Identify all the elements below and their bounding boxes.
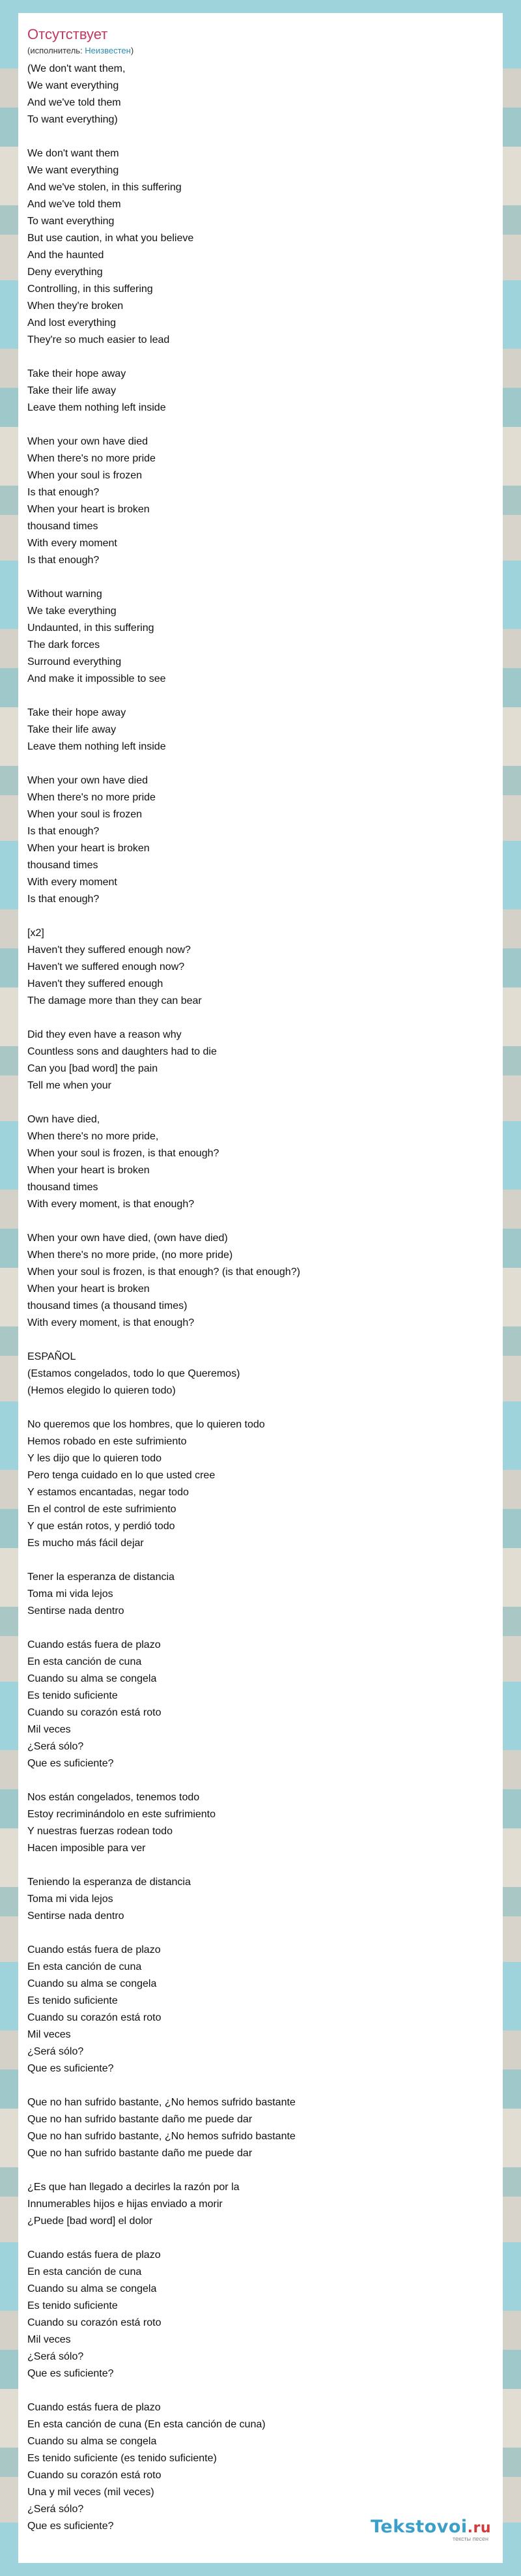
lyrics-line: With every moment, is that enough? bbox=[27, 1199, 195, 1210]
lyrics-line: When there's no more pride, (no more pride) bbox=[27, 1250, 233, 1261]
lyrics-line: Cuando estás fuera de plazo bbox=[27, 2249, 161, 2261]
artist-link[interactable]: Неизвестен bbox=[85, 46, 131, 55]
lyrics-line: Pero tenga cuidado en lo que usted cree bbox=[27, 1470, 216, 1481]
lyrics-line: Que no han sufrido bastante, ¿No hemos sufrido bastante bbox=[27, 2131, 296, 2142]
lyrics-line: Que es suficiente? bbox=[27, 2063, 114, 2074]
lyrics-stanza bbox=[27, 586, 494, 688]
lyrics-line: When your soul is frozen bbox=[27, 470, 143, 481]
lyrics-line: Cuando su alma se congela bbox=[27, 1978, 157, 1989]
lyrics-line: Es mucho más fácil dejar bbox=[27, 1538, 144, 1549]
lyrics-line: ESPAÑOL bbox=[27, 1351, 76, 1362]
lyrics-stanza bbox=[27, 1569, 494, 1620]
lyrics-line: Cuando estás fuera de plazo bbox=[27, 1944, 161, 1955]
lyrics-line: Sentirse nada dentro bbox=[27, 1910, 124, 1922]
artist-suffix: ) bbox=[130, 46, 134, 55]
logo-tld: .ru bbox=[467, 2520, 491, 2536]
lyrics-line: Leave them nothing left inside bbox=[27, 741, 166, 752]
lyrics-line: When your own have died bbox=[27, 436, 148, 447]
lyrics-line: Toma mi vida lejos bbox=[27, 1894, 113, 1905]
lyrics-line: thousand times (a thousand times) bbox=[27, 1300, 188, 1311]
lyrics-line: We want everything bbox=[27, 165, 119, 176]
lyrics-line: Que no han sufrido bastante daño me puede dar bbox=[27, 2114, 253, 2125]
lyrics-line: Cuando su alma se congela bbox=[27, 2436, 157, 2447]
lyrics-stanza bbox=[27, 705, 494, 755]
lyrics-line: Que es suficiente? bbox=[27, 2521, 114, 2532]
lyrics-line: (Estamos congelados, todo lo que Queremos) bbox=[27, 1368, 240, 1379]
lyrics-line: Is that enough? bbox=[27, 826, 100, 837]
lyrics-line: ¿Será sólo? bbox=[27, 2504, 84, 2515]
lyrics-line: Take their hope away bbox=[27, 368, 126, 379]
lyrics-stanza bbox=[27, 433, 494, 569]
lyrics-line: Hemos robado en este sufrimiento bbox=[27, 1436, 187, 1447]
lyrics-line: [x2] bbox=[27, 928, 44, 939]
lyrics-line: Y que están rotos, y perdió todo bbox=[27, 1521, 175, 1532]
lyrics-line: Mil veces bbox=[27, 2029, 71, 2040]
lyrics-body bbox=[27, 61, 494, 2535]
lyrics-stanza bbox=[27, 772, 494, 908]
logo-text bbox=[371, 2517, 491, 2537]
lyrics-line: We don't want them bbox=[27, 148, 119, 159]
lyrics-line: En esta canción de cuna bbox=[27, 2266, 142, 2277]
artist-line bbox=[27, 46, 494, 55]
lyrics-line: Cuando estás fuera de plazo bbox=[27, 1639, 161, 1650]
lyrics-line: Mil veces bbox=[27, 2334, 71, 2345]
lyrics-line: Mil veces bbox=[27, 1724, 71, 1735]
lyrics-line: To want everything bbox=[27, 216, 115, 227]
lyrics-line: Cuando su alma se congela bbox=[27, 2283, 157, 2294]
lyrics-line: We take everything bbox=[27, 606, 117, 617]
lyrics-line: And the haunted bbox=[27, 250, 104, 261]
lyrics-line: Did they even have a reason why bbox=[27, 1029, 182, 1040]
lyrics-line: With every moment bbox=[27, 877, 117, 888]
lyrics-line: Es tenido suficiente bbox=[27, 1995, 118, 2006]
lyrics-stanza bbox=[27, 1789, 494, 1857]
lyrics-line: Una y mil veces (mil veces) bbox=[27, 2487, 154, 2498]
lyrics-line: Y les dijo que lo quieren todo bbox=[27, 1453, 162, 1464]
lyrics-line: But use caution, in what you believe bbox=[27, 233, 194, 244]
lyrics-line: En esta canción de cuna (En esta canción de cuna) bbox=[27, 2419, 266, 2430]
lyrics-line: When your own have died bbox=[27, 775, 148, 786]
lyrics-line: When your heart is broken bbox=[27, 1283, 150, 1295]
logo-name: Tekstovoi bbox=[371, 2517, 468, 2537]
lyrics-line: Estoy recriminándolo en este sufrimiento bbox=[27, 1809, 216, 1820]
lyrics-line: Surround everything bbox=[27, 656, 122, 667]
lyrics-line: When your heart is broken bbox=[27, 1165, 150, 1176]
lyrics-line: When your heart is broken bbox=[27, 504, 150, 515]
lyrics-line: Es tenido suficiente bbox=[27, 2300, 118, 2311]
lyrics-stanza bbox=[27, 1874, 494, 1925]
lyrics-card bbox=[18, 13, 503, 2563]
lyrics-line: Take their hope away bbox=[27, 707, 126, 718]
song-title: Отсутствует bbox=[27, 26, 108, 42]
lyrics-line: Cuando su corazón está roto bbox=[27, 2317, 162, 2328]
lyrics-line: Sentirse nada dentro bbox=[27, 1605, 124, 1617]
lyrics-line: Que no han sufrido bastante daño me puede dar bbox=[27, 2148, 253, 2159]
lyrics-line: ¿Será sólo? bbox=[27, 2046, 84, 2057]
lyrics-line: Y nuestras fuerzas rodean todo bbox=[27, 1826, 173, 1837]
lyrics-line: Can you [bad word] the pain bbox=[27, 1063, 158, 1074]
lyrics-line: And lost everything bbox=[27, 317, 117, 329]
lyrics-line: Controlling, in this suffering bbox=[27, 284, 153, 295]
lyrics-line: Cuando su corazón está roto bbox=[27, 2012, 162, 2023]
lyrics-stanza bbox=[27, 1230, 494, 1332]
lyrics-line: Cuando su corazón está roto bbox=[27, 2470, 162, 2481]
lyrics-line: And we've told them bbox=[27, 199, 121, 210]
lyrics-line: When your soul is frozen, is that enough? bbox=[27, 1148, 219, 1159]
lyrics-stanza bbox=[27, 61, 494, 128]
lyrics-line: Es tenido suficiente bbox=[27, 1690, 118, 1701]
lyrics-line: Without warning bbox=[27, 589, 102, 600]
lyrics-line: When your own have died, (own have died) bbox=[27, 1233, 228, 1244]
lyrics-line: No queremos que los hombres, que lo quieren todo bbox=[27, 1419, 265, 1430]
lyrics-stanza bbox=[27, 1416, 494, 1552]
lyrics-line: When your heart is broken bbox=[27, 843, 150, 854]
lyrics-stanza bbox=[27, 2179, 494, 2230]
lyrics-line: Undaunted, in this suffering bbox=[27, 622, 154, 634]
lyrics-stanza bbox=[27, 366, 494, 417]
lyrics-line: Y estamos encantadas, negar todo bbox=[27, 1487, 189, 1498]
lyrics-line: When your soul is frozen, is that enough? (is that enough?) bbox=[27, 1266, 300, 1278]
lyrics-line: En esta canción de cuna bbox=[27, 1961, 142, 1972]
lyrics-line: Haven't they suffered enough now? bbox=[27, 944, 191, 956]
lyrics-stanza bbox=[27, 1349, 494, 1399]
lyrics-line: Innumerables hijos e hijas enviado a morir bbox=[27, 2199, 223, 2210]
lyrics-stanza bbox=[27, 2399, 494, 2535]
lyrics-stanza bbox=[27, 2247, 494, 2382]
lyrics-line: When they're broken bbox=[27, 300, 124, 312]
lyrics-line: With every moment bbox=[27, 538, 117, 549]
lyrics-line: And we've told them bbox=[27, 97, 121, 108]
lyrics-line: Cuando su corazón está roto bbox=[27, 1707, 162, 1718]
lyrics-line: En esta canción de cuna bbox=[27, 1656, 142, 1667]
lyrics-line: ¿Será sólo? bbox=[27, 1741, 84, 1752]
logo-subtitle: тексты песен bbox=[452, 2536, 488, 2542]
lyrics-stanza bbox=[27, 1111, 494, 1213]
lyrics-line: Es tenido suficiente (es tenido suficiente) bbox=[27, 2453, 217, 2464]
lyrics-stanza bbox=[27, 1942, 494, 2077]
lyrics-stanza bbox=[27, 145, 494, 349]
lyrics-line: thousand times bbox=[27, 1182, 98, 1193]
lyrics-line: Tener la esperanza de distancia bbox=[27, 1572, 175, 1583]
lyrics-line: When there's no more pride, bbox=[27, 1131, 159, 1142]
lyrics-line: Toma mi vida lejos bbox=[27, 1588, 113, 1600]
lyrics-line: Take their life away bbox=[27, 385, 117, 396]
lyrics-line: (Hemos elegido lo quieren todo) bbox=[27, 1385, 176, 1396]
lyrics-line: To want everything) bbox=[27, 114, 118, 125]
lyrics-line: And we've stolen, in this suffering bbox=[27, 182, 182, 193]
artist-prefix: (исполнитель: bbox=[27, 46, 85, 55]
lyrics-line: When there's no more pride bbox=[27, 453, 156, 464]
lyrics-line: Take their life away bbox=[27, 724, 117, 735]
lyrics-line: When there's no more pride bbox=[27, 792, 156, 803]
lyrics-line: ¿Será sólo? bbox=[27, 2351, 84, 2362]
lyrics-line: Que es suficiente? bbox=[27, 2368, 114, 2379]
lyrics-stanza bbox=[27, 925, 494, 1010]
lyrics-line: When your soul is frozen bbox=[27, 809, 143, 820]
lyrics-line: thousand times bbox=[27, 521, 98, 532]
lyrics-line: With every moment, is that enough? bbox=[27, 1317, 195, 1328]
lyrics-line: Cuando su alma se congela bbox=[27, 1673, 157, 1684]
lyrics-line: Cuando estás fuera de plazo bbox=[27, 2402, 161, 2413]
lyrics-line: En el control de este sufrimiento bbox=[27, 1504, 176, 1515]
lyrics-line: Nos están congelados, tenemos todo bbox=[27, 1792, 200, 1803]
lyrics-line: Que es suficiente? bbox=[27, 1758, 114, 1769]
lyrics-line: (We don't want them, bbox=[27, 63, 126, 74]
lyrics-line: Is that enough? bbox=[27, 555, 100, 566]
lyrics-line: They're so much easier to lead bbox=[27, 334, 170, 345]
lyrics-line: Haven't they suffered enough bbox=[27, 978, 163, 989]
lyrics-stanza bbox=[27, 2094, 494, 2162]
lyrics-line: Haven't we suffered enough now? bbox=[27, 961, 185, 973]
lyrics-line: Is that enough? bbox=[27, 894, 100, 905]
lyrics-line: Leave them nothing left inside bbox=[27, 402, 166, 413]
lyrics-line: ¿Es que han llegado a decirles la razón por la bbox=[27, 2182, 240, 2193]
lyrics-line: The damage more than they can bear bbox=[27, 995, 202, 1006]
lyrics-line: The dark forces bbox=[27, 639, 100, 651]
lyrics-line: Tell me when your bbox=[27, 1080, 111, 1091]
site-logo[interactable] bbox=[371, 2517, 491, 2542]
lyrics-line: Is that enough? bbox=[27, 487, 100, 498]
lyrics-line: Countless sons and daughters had to die bbox=[27, 1046, 217, 1057]
lyrics-line: And make it impossible to see bbox=[27, 673, 166, 684]
lyrics-line: ¿Puede [bad word] el dolor bbox=[27, 2216, 153, 2227]
lyrics-stanza bbox=[27, 1027, 494, 1094]
lyrics-line: Deny everything bbox=[27, 267, 103, 278]
lyrics-line: Teniendo la esperanza de distancia bbox=[27, 1877, 191, 1888]
lyrics-line: Own have died, bbox=[27, 1114, 100, 1125]
lyrics-line: Que no han sufrido bastante, ¿No hemos sufrido bastante bbox=[27, 2097, 296, 2108]
lyrics-stanza bbox=[27, 1637, 494, 1772]
lyrics-line: We want everything bbox=[27, 80, 119, 91]
lyrics-line: Hacen imposible para ver bbox=[27, 1843, 146, 1854]
lyrics-line: thousand times bbox=[27, 860, 98, 871]
